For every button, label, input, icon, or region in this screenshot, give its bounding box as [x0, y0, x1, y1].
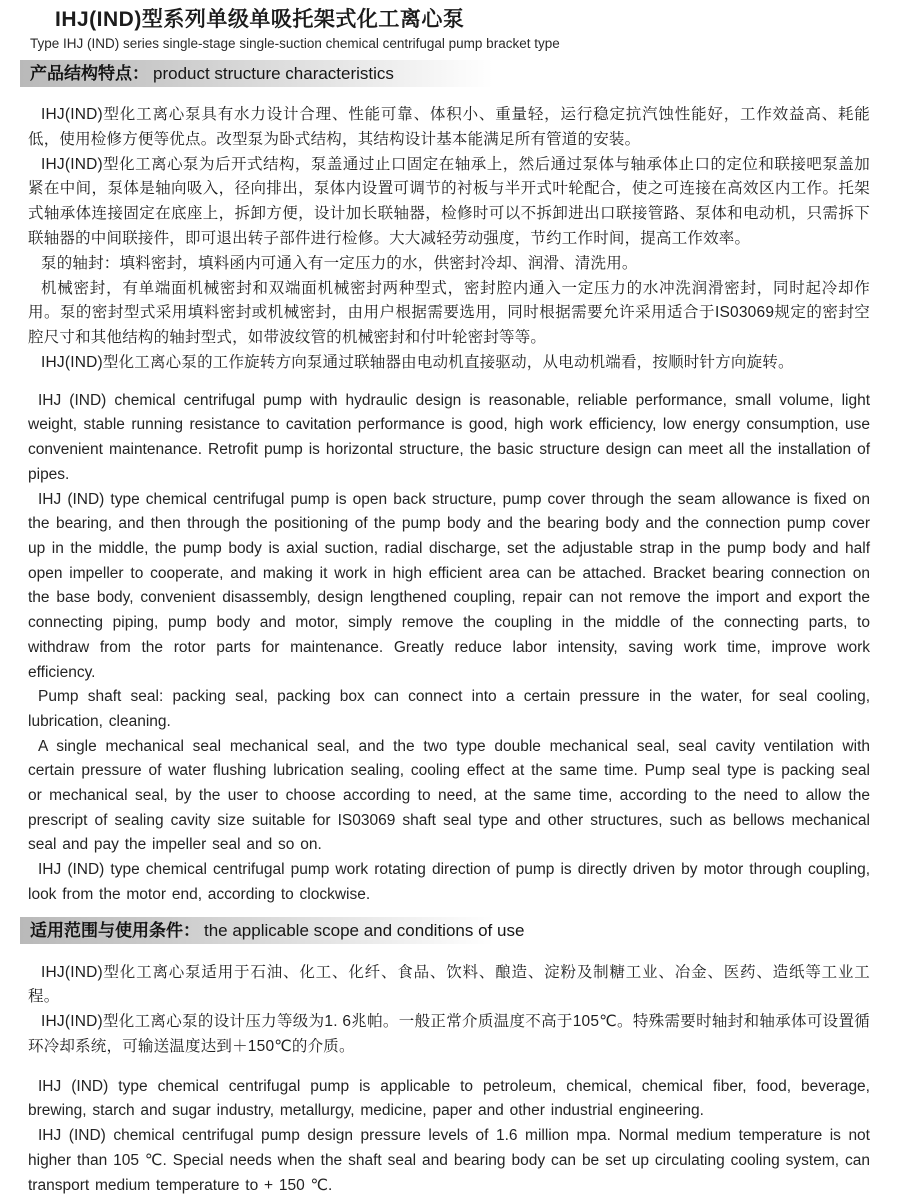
paragraph-en: IHJ (IND) type chemical centrifugal pump is applicable to petroleum, chemical, chemical fiber, food, beverage, brewing, starch and sugar industry, metallurgy, medicine, paper and other industrial engineering.: [28, 1077, 870, 1120]
section1-heading-en: product structure characteristics: [153, 64, 394, 83]
paragraph-cn: 泵的轴封：填料密封，填料函内可通入有一定压力的水，供密封冷却、润滑、清洗用。: [41, 254, 638, 272]
paragraph-en: A single mechanical seal mechanical seal, and the two type double mechanical seal, seal cavity ventilation with certain pressure of water flushing lubrication sealing, cooling effect at the same time. Pump seal type is packing seal or mechanical seal, by the user to choose according to need, at the same time, according to the need to allow the prescript of sealing cavity size suitable for IS03069 shaft seal type and other structures, such as bellows mechanical seal and pay the impeller seal and so on.: [28, 737, 870, 854]
paragraph-cn: 机械密封，有单端面机械密封和双端面机械密封两种型式，密封腔内通入一定压力的水冲洗润滑密封，同时起冷却作用。泵的密封型式采用填料密封或机械密封，由用户根据需要选用，同时根据需要允许采用适合于IS03069规定的密封空腔尺寸和其他结构的轴封型式，如带波纹管的机械密封和付叶轮密封等等。: [28, 279, 870, 347]
section2-content: [28, 961, 870, 1198]
section-header-applicable-scope: [20, 917, 880, 944]
section2-heading-en: the applicable scope and conditions of use: [204, 920, 525, 940]
section2-english-text: [28, 1075, 870, 1198]
paragraph-en: IHJ (IND) chemical centrifugal pump design pressure levels of 1.6 million mpa. Normal medium temperature is not higher than 105 ℃. Special needs when the shaft seal and bearing body can be set up circulating cooling system, can transport medium temperature to + 150 ℃.: [28, 1127, 870, 1194]
section2-heading-cn: 适用范围与使用条件：: [30, 920, 200, 940]
paragraph-cn: IHJ(IND)型化工离心泵为后开式结构，泵盖通过止口固定在轴承上，然后通过泵体与轴承体止口的定位和联接吧泵盖加紧在中间，泵体是轴向吸入，径向排出，泵体内设置可调节的衬板与半开式叶轮配合，使之可连接在高效区内工作。托架式轴承体连接固定在底座上，拆卸方便，设计加长联轴器，检修时可以不拆卸进出口联接管路、泵体和电动机，只需拆下联轴器的中间联接件，即可退出转子部件进行检修。大大减轻劳动强度，节约工作时间，提高工作效率。: [28, 155, 870, 247]
section1-heading-cn: 产品结构特点：: [30, 64, 149, 83]
section1-chinese-text: [28, 103, 870, 376]
paragraph-cn: IHJ(IND)型化工离心泵适用于石油、化工、化纤、食品、饮料、酿造、淀粉及制糖工业、冶金、医药、造纸等工业工程。: [28, 963, 870, 1006]
paragraph-en: Pump shaft seal: packing seal, packing box can connect into a certain pressure in the water, for seal cooling, lubrication, cleaning.: [28, 688, 870, 730]
paragraph-cn: IHJ(IND)型化工离心泵具有水力设计合理、性能可靠、体积小、重量轻，运行稳定抗汽蚀性能好，工作效益高、耗能低，使用检修方便等优点。改型泵为卧式结构，其结构设计基本能满足所有管道的安装。: [28, 106, 870, 148]
section1-content: [28, 103, 870, 908]
paragraph-cn: IHJ(IND)型化工离心泵的设计压力等级为1. 6兆帕。一般正常介质温度不高于105℃。特殊需要时轴封和轴承体可设置循环冷却系统，可输送温度达到＋150℃的介质。: [28, 1013, 870, 1055]
section2-chinese-text: [28, 961, 870, 1060]
page-title: IHJ(IND)型系列单级单吸托架式化工离心泵: [55, 8, 465, 31]
paragraph-en: IHJ (IND) type chemical centrifugal pump is open back structure, pump cover through the seam allowance is fixed on the bearing, and then through the positioning of the pump body and the bearing body and the connection pump cover up in the middle, the pump body is axial suction, radial discharge, set the adjustable strap in the pump body and half open impeller to cooperate, and making it work in high efficient area can be attached. Bracket bearing connection on the base body, convenient disassembly, design lengthened coupling, repair can not remove the import and export the connecting piping, pump body and motor, simply remove the coupling in the middle of the connecting parts, to withdraw from the rotor parts for maintenance. Greatly reduce labor intensity, saving work time, improve work efficiency.: [28, 490, 870, 681]
paragraph-en: IHJ (IND) type chemical centrifugal pump work rotating direction of pump is directly driven by motor through coupling, look from the motor end, according to clockwise.: [28, 861, 870, 903]
section1-english-text: [28, 389, 870, 908]
paragraph-cn: IHJ(IND)型化工离心泵的工作旋转方向泵通过联轴器由电动机直接驱动，从电动机端看，按顺时针方向旋转。: [41, 353, 794, 371]
section-header-product-structure: [20, 60, 880, 87]
page-subtitle: Type IHJ (IND) series single-stage single-suction chemical centrifugal pump bracket type: [30, 36, 560, 51]
paragraph-en: IHJ (IND) chemical centrifugal pump with hydraulic design is reasonable, reliable performance, small volume, light weight, stable running resistance to cavitation performance is good, high work efficiency, low energy consumption, use convenient maintenance. Retrofit pump is horizontal structure, the basic structure design can meet all the installation of pipes.: [28, 391, 870, 483]
